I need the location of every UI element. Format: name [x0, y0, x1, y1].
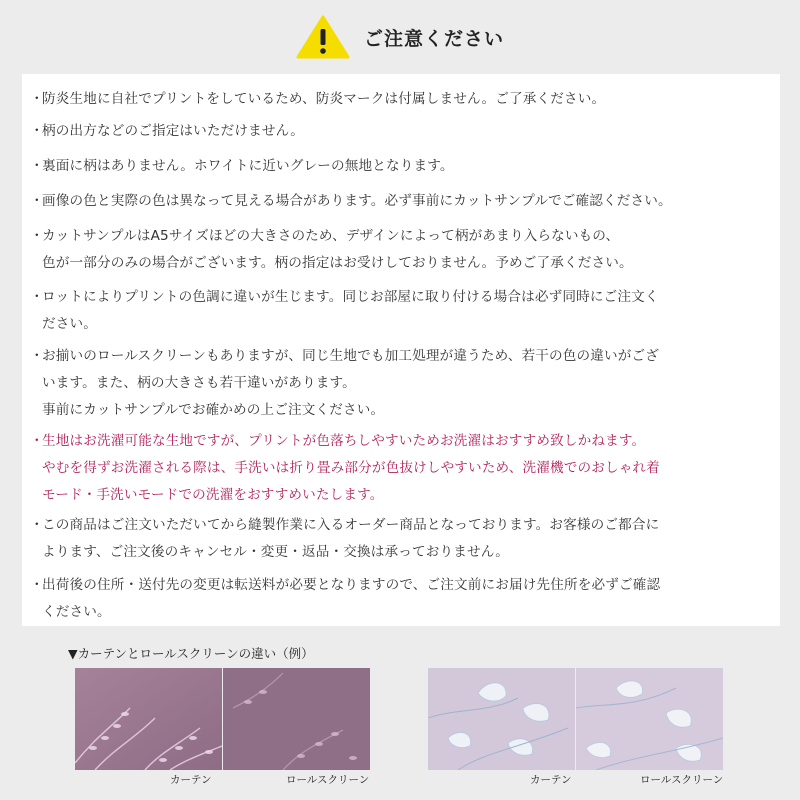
note-item: [30, 188, 780, 215]
notice-header: [0, 0, 800, 74]
note-text: 柄の出方などのご指定はいただけません。: [42, 123, 304, 139]
note-text: 出荷後の住所・送付先の変更は転送料が必要となりますので、ご注文前にお届け先住所を必ずご確認 ください。: [42, 577, 661, 620]
bullet: ・: [30, 228, 44, 244]
note-item: [30, 86, 780, 113]
bullet: ・: [30, 123, 44, 139]
note-text: 裏面に柄はありません。ホワイトに近いグレーの無地となります。: [42, 158, 454, 174]
bullet: ・: [30, 517, 44, 533]
note-text: カットサンプルはA5サイズほどの大きさのため、デザインによって柄があまり入らないもの、 色が一部分のみの場合がございます。柄の指定はお受けしておりません。予めご了承ください。: [42, 228, 633, 271]
note-text: お揃いのロールスクリーンもありますが、同じ生地でも加工処理が違うため、若干の色の違いがござ います。また、柄の大きさも若干違いがあります。 事前にカットサンプルでお確かめの上ご注文ください。: [42, 348, 659, 418]
note-item: [30, 343, 780, 424]
bullet: ・: [30, 289, 44, 305]
warning-icon: [296, 15, 350, 59]
note-item: [30, 118, 780, 145]
note-item: [30, 153, 780, 180]
bullet: ・: [30, 91, 44, 107]
bullet: ・: [30, 348, 44, 364]
note-text: 画像の色と実際の色は異なって見える場合があります。必ず事前にカットサンプルでご確認ください。: [42, 193, 672, 209]
page-title: ご注意ください: [363, 27, 504, 50]
note-text: ロットによりプリントの色調に違いが生じます。同じお部屋に取り付ける場合は必ず同時にご注文く ださい。: [42, 289, 659, 332]
label-curtain: カーテン: [170, 774, 212, 786]
note-item: [30, 284, 780, 338]
note-item: [30, 223, 780, 277]
label-roll-screen: ロールスクリーン: [640, 774, 724, 786]
comparison-caption: ▼カーテンとロールスクリーンの違い（例）: [68, 646, 314, 661]
bullet: ・: [30, 193, 44, 209]
note-text: 防炎生地に自社でプリントをしているため、防炎マークは付属しません。ご了承ください。: [42, 91, 606, 107]
roll-screen-photo-lavender: [576, 668, 723, 770]
note-text: この商品はご注文いただいてから縫製作業に入るオーダー商品となっております。お客様のご都合に よります、ご注文後のキャンセル・変更・返品・交換は承っておりません。: [42, 517, 660, 560]
roll-screen-photo-purple: [223, 668, 370, 770]
curtain-photo-lavender: [428, 668, 575, 770]
curtain-photo-purple: [75, 668, 222, 770]
bullet: ・: [30, 577, 44, 593]
label-curtain: カーテン: [530, 774, 572, 786]
note-text: 生地はお洗濯可能な生地ですが、プリントが色落ちしやすいためお洗濯はおすすめ致しかねます。 やむを得ずお洗濯される際は、手洗いは折り畳み部分が色抜けしやすいため、洗濯機でのおしゃれ着 モード・手洗いモードでの洗濯をおすすめいたします。: [42, 433, 660, 503]
note-item: [30, 572, 780, 626]
note-item: [30, 512, 780, 566]
bullet: ・: [30, 433, 44, 449]
note-item-highlight: [30, 428, 780, 509]
bullet: ・: [30, 158, 44, 174]
label-roll-screen: ロールスクリーン: [286, 774, 370, 786]
